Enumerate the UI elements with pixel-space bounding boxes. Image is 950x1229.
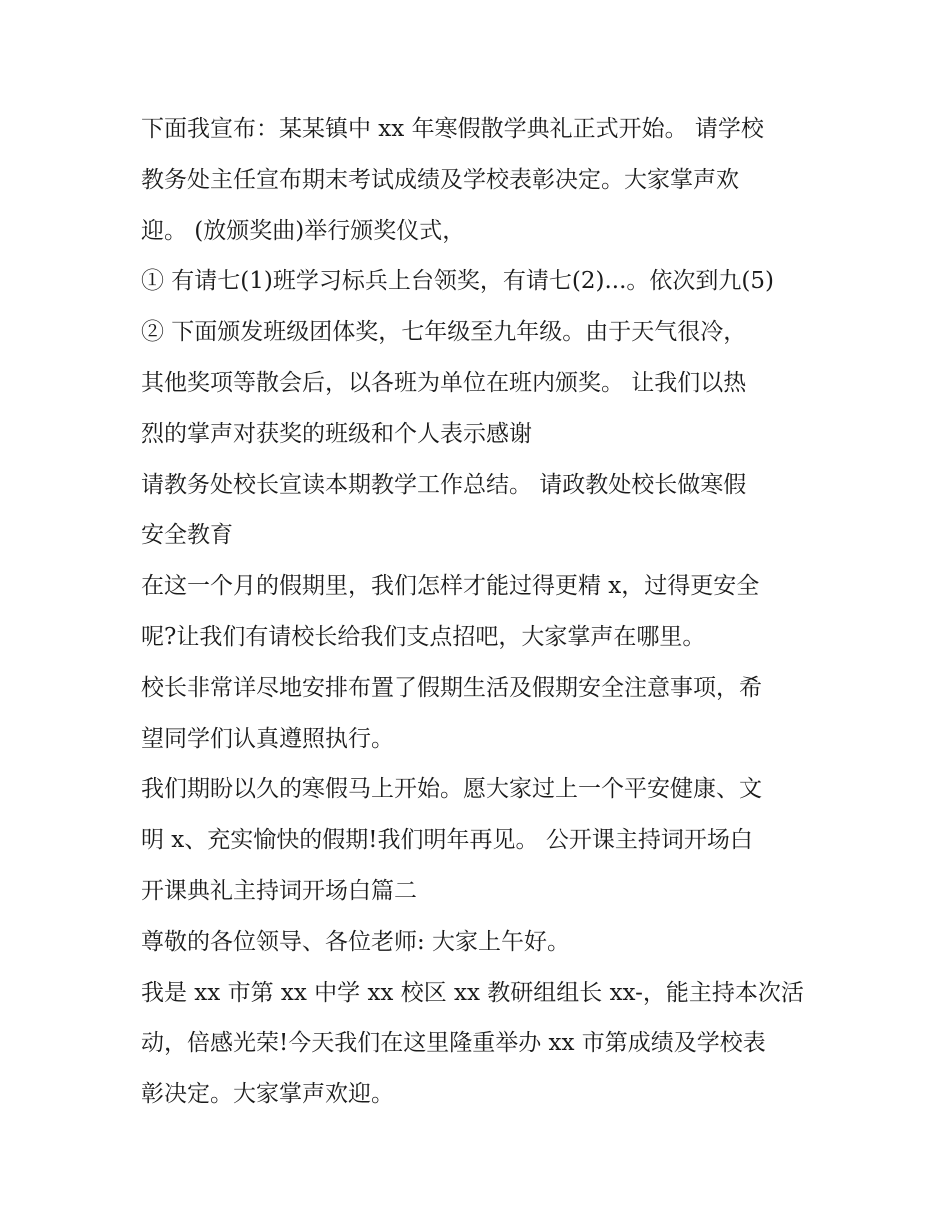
text-line: 彰决定。大家掌声欢迎。 [141,1081,394,1108]
text-line: 在这一个月的假期里，我们怎样才能过得更精 x，过得更安全 [141,573,760,600]
text-line: 开课典礼主持词开场白篇二 [141,877,417,904]
text-line: 烈的掌声对获奖的班级和个人表示感谢 [141,420,532,447]
text-line: 安全教育 [141,522,233,549]
text-line: 呢?让我们有请校长给我们支点招吧，大家掌声在哪里。 [141,623,706,650]
text-line: 我是 xx 市第 xx 中学 xx 校区 xx 教研组组长 xx-，能主持本次活 [141,979,804,1006]
text-line: ② 下面颁发班级团体奖，七年级至九年级。由于天气很冷， [141,319,747,346]
text-line: 我们期盼以久的寒假马上开始。愿大家过上一个平安健康、文 [141,776,762,803]
text-line: 请教务处校长宣读本期教学工作总结。 请政教处校长做寒假 [141,471,747,498]
text-line: 动，倍感光荣!今天我们在这里隆重举办 xx 市第成绩及学校表 [141,1030,766,1057]
text-line: 其他奖项等散会后，以各班为单位在班内颁奖。 让我们以热 [141,369,747,396]
text-line: 迎。 (放颁奖曲)举行颁奖仪式， [141,217,466,244]
text-line: ① 有请七(1)班学习标兵上台领奖，有请七(2)...。依次到九(5) [141,268,774,295]
text-line: 望同学们认真遵照执行。 [141,725,394,752]
text-line: 尊敬的各位领导、各位老师: 大家上午好。 [141,928,571,955]
text-line: 明 x、充实愉快的假期!我们明年再见。 公开课主持词开场白 [141,827,753,854]
document-body [141,104,821,1120]
text-line: 校长非常详尽地安排布置了假期生活及假期安全注意事项，希 [141,674,762,701]
text-line: 教务处主任宣布期末考试成绩及学校表彰决定。大家掌声欢 [141,166,739,193]
text-line: 下面我宣布：某某镇中 xx 年寒假散学典礼正式开始。 请学校 [141,116,764,142]
